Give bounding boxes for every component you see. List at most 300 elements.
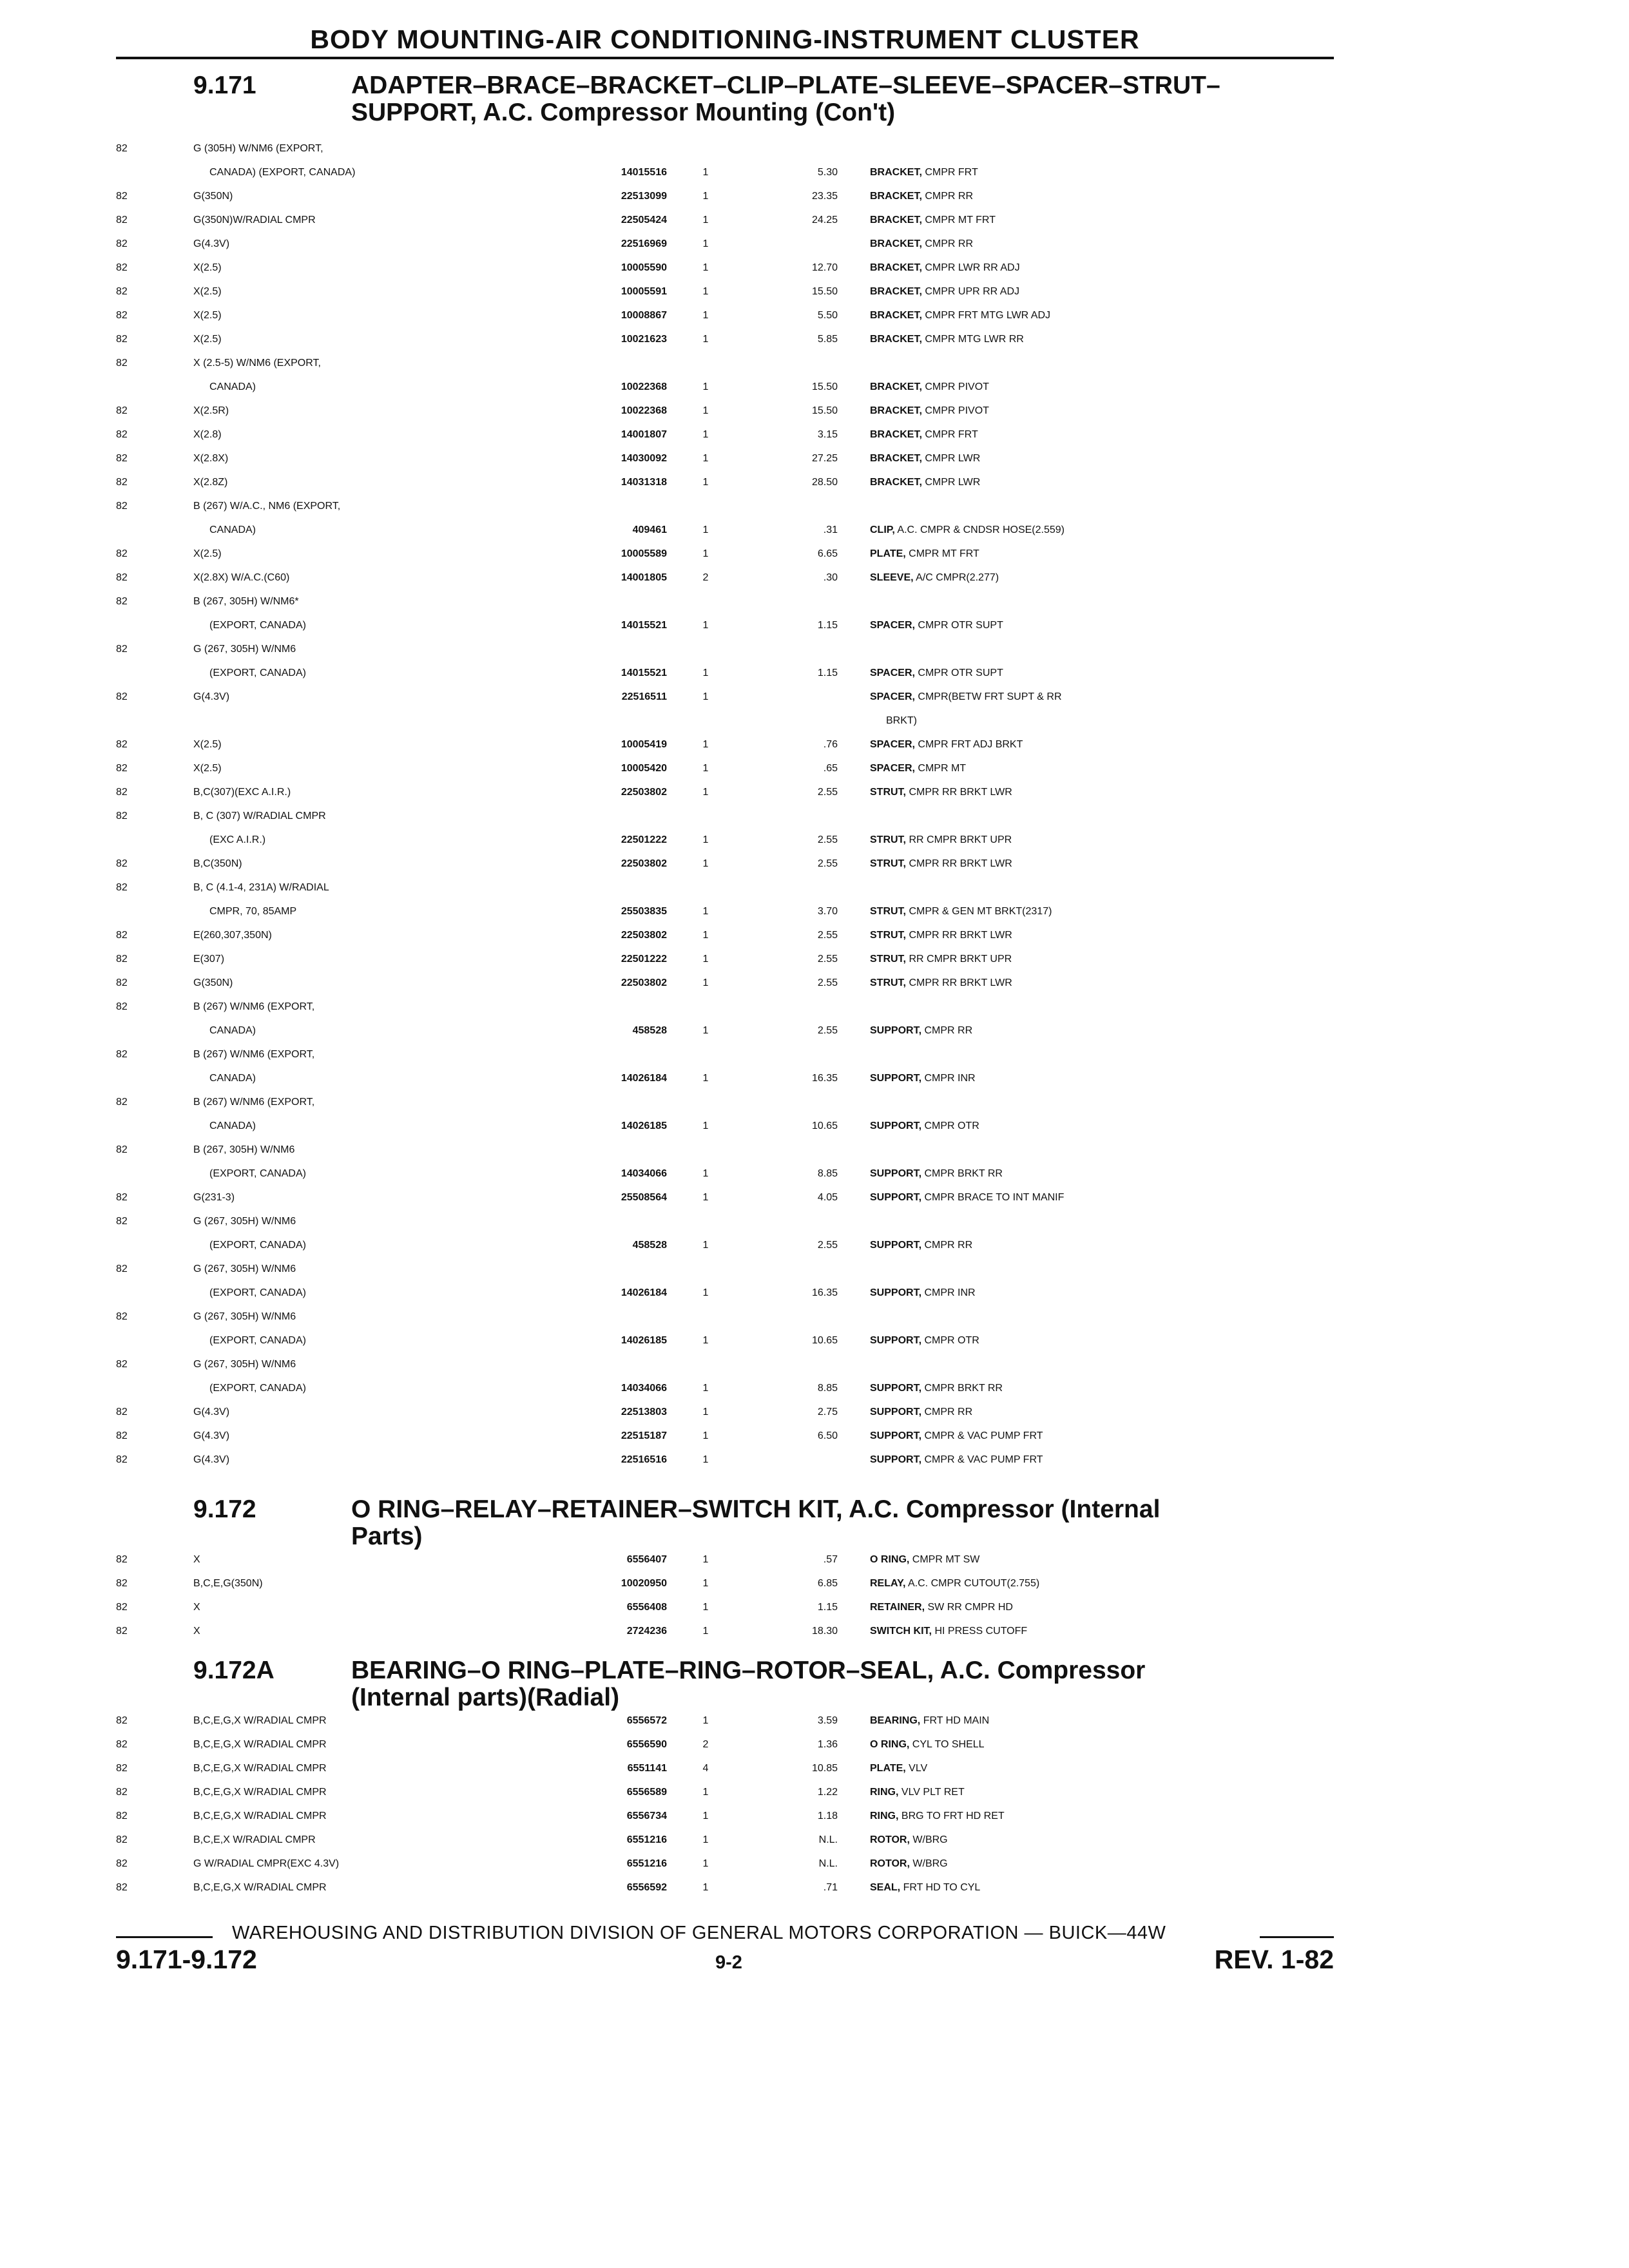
model-year: 82 <box>116 1715 128 1726</box>
quantity: 1 <box>702 1787 709 1798</box>
quantity: 1 <box>702 691 709 702</box>
part-name-detail: CMPR(BETW FRT SUPT & RR <box>918 691 1062 702</box>
price: .30 <box>823 572 838 583</box>
model-year: 82 <box>116 1144 128 1155</box>
application-description: (EXC A.I.R.) <box>209 834 266 845</box>
part-number: 6556408 <box>626 1602 667 1613</box>
footer-division-text: WAREHOUSING AND DISTRIBUTION DIVISION OF GENERAL MOTORS CORPORATION — BUICK—44W <box>232 1923 1166 1943</box>
price: 5.85 <box>817 334 838 345</box>
part-name-keyword: BRACKET, <box>870 477 922 488</box>
part-name-keyword: BRACKET, <box>870 429 922 440</box>
part-number: 14034066 <box>621 1168 667 1179</box>
part-name-detail: CMPR PIVOT <box>925 405 989 416</box>
quantity: 1 <box>702 906 709 917</box>
model-year: 82 <box>116 954 128 965</box>
model-year: 82 <box>116 1787 128 1798</box>
model-year: 82 <box>116 763 128 774</box>
price: 2.75 <box>817 1407 838 1418</box>
quantity: 1 <box>702 1858 709 1869</box>
application-description: (EXPORT, CANADA) <box>209 1287 306 1298</box>
part-number: 22515187 <box>621 1430 667 1441</box>
part-name-keyword: PLATE, <box>870 548 906 559</box>
part-name <box>870 620 1334 631</box>
price: .71 <box>823 1882 838 1893</box>
part-name <box>870 1025 1334 1037</box>
application-description: X (2.5-5) W/NM6 (EXPORT, <box>193 358 321 369</box>
part-name-detail: CMPR OTR <box>924 1335 979 1346</box>
price: 15.50 <box>811 405 838 416</box>
part-number: 22513803 <box>621 1407 667 1418</box>
model-year: 82 <box>116 310 128 321</box>
footer-page-number: 9-2 <box>715 1952 742 1973</box>
part-name-keyword: BRACKET, <box>870 215 922 226</box>
quantity: 1 <box>702 1383 709 1394</box>
part-number: 14026185 <box>621 1120 667 1131</box>
part-name-keyword: SPACER, <box>870 668 915 678</box>
quantity: 1 <box>702 930 709 941</box>
quantity: 1 <box>702 620 709 631</box>
application-description: (EXPORT, CANADA) <box>209 668 306 678</box>
part-name <box>870 191 1334 202</box>
part-number: 458528 <box>632 1240 667 1251</box>
quantity: 1 <box>702 1025 709 1036</box>
part-number: 6556590 <box>626 1739 667 1750</box>
part-name-keyword: STRUT, <box>870 834 906 845</box>
part-number: 6556589 <box>626 1787 667 1798</box>
quantity: 1 <box>702 977 709 988</box>
part-name-keyword: BRACKET, <box>870 167 922 178</box>
application-description: G (267, 305H) W/NM6 <box>193 1311 296 1322</box>
part-number: 22513099 <box>621 191 667 202</box>
part-name-detail: CMPR RR <box>924 1407 973 1418</box>
part-name <box>870 1858 1334 1870</box>
part-name-detail: CMPR OTR SUPT <box>918 668 1003 678</box>
application-description: X(2.5) <box>193 739 222 750</box>
price: 10.65 <box>811 1335 838 1346</box>
part-name-keyword: SUPPORT, <box>870 1073 922 1084</box>
part-name-keyword: SUPPORT, <box>870 1168 922 1179</box>
part-name-keyword: BRACKET, <box>870 334 922 345</box>
application-description: B,C(307)(EXC A.I.R.) <box>193 787 291 798</box>
price: 8.85 <box>817 1168 838 1179</box>
model-year: 82 <box>116 501 128 512</box>
application-description: B, C (307) W/RADIAL CMPR <box>193 811 326 822</box>
part-name-detail: CMPR LWR <box>925 477 981 488</box>
price: 12.70 <box>811 262 838 273</box>
model-year: 82 <box>116 1264 128 1274</box>
part-number: 22501222 <box>621 954 667 965</box>
model-year: 82 <box>116 262 128 273</box>
part-number: 6556572 <box>626 1715 667 1726</box>
part-name-detail: HI PRESS CUTOFF <box>934 1626 1028 1637</box>
quantity: 1 <box>702 477 709 488</box>
price: N.L. <box>818 1834 838 1845</box>
price: 3.59 <box>817 1715 838 1726</box>
application-description: X(2.5R) <box>193 405 229 416</box>
application-description: G (305H) W/NM6 (EXPORT, <box>193 143 323 154</box>
part-name-keyword: BRACKET, <box>870 238 922 249</box>
section-title <box>351 1496 1337 1550</box>
part-name <box>870 1578 1334 1590</box>
part-number: 22516516 <box>621 1454 667 1465</box>
quantity: 1 <box>702 167 709 178</box>
part-name <box>870 1335 1334 1347</box>
model-year: 82 <box>116 238 128 249</box>
part-name-detail: CMPR OTR SUPT <box>918 620 1003 631</box>
application-description: G(4.3V) <box>193 1407 230 1418</box>
part-name-keyword: SPACER, <box>870 620 915 631</box>
price: 3.70 <box>817 906 838 917</box>
quantity: 1 <box>702 1192 709 1203</box>
application-description: B (267) W/NM6 (EXPORT, <box>193 1001 315 1012</box>
part-number: 14001807 <box>621 429 667 440</box>
price: .57 <box>823 1554 838 1565</box>
part-name-detail: CMPR FRT MTG LWR ADJ <box>925 310 1051 321</box>
header-rule <box>116 57 1334 59</box>
application-description: G (267, 305H) W/NM6 <box>193 1216 296 1227</box>
part-name-detail: A.C. CMPR & CNDSR HOSE(2.559) <box>897 524 1065 535</box>
part-name <box>870 1602 1334 1613</box>
part-name <box>870 524 1334 536</box>
quantity: 1 <box>702 1882 709 1893</box>
part-number: 6556734 <box>626 1811 667 1821</box>
application-description: G(4.3V) <box>193 691 230 702</box>
part-name <box>870 572 1334 584</box>
part-name <box>870 1168 1334 1180</box>
part-name-keyword: STRUT, <box>870 858 906 869</box>
part-number: 10005420 <box>621 763 667 774</box>
price: 2.55 <box>817 834 838 845</box>
part-name-keyword: SUPPORT, <box>870 1407 922 1418</box>
model-year: 82 <box>116 1882 128 1893</box>
model-year: 82 <box>116 1626 128 1637</box>
quantity: 1 <box>702 381 709 392</box>
quantity: 1 <box>702 1335 709 1346</box>
part-name-keyword: SPACER, <box>870 691 915 702</box>
part-number: 6551141 <box>627 1763 667 1774</box>
section-title <box>351 1657 1337 1711</box>
price: 16.35 <box>811 1073 838 1084</box>
application-description: G (267, 305H) W/NM6 <box>193 1359 296 1370</box>
part-number: 22516511 <box>621 691 667 702</box>
part-name-keyword: BRACKET, <box>870 405 922 416</box>
application-description: B (267, 305H) W/NM6* <box>193 596 299 607</box>
part-number: 10005590 <box>621 262 667 273</box>
price: .76 <box>823 739 838 750</box>
model-year: 82 <box>116 334 128 345</box>
part-name <box>870 787 1334 798</box>
part-name <box>870 1763 1334 1774</box>
part-name-keyword: BRACKET, <box>870 453 922 464</box>
application-description: X <box>193 1602 200 1613</box>
part-name-keyword: RETAINER, <box>870 1602 925 1613</box>
quantity: 1 <box>702 215 709 226</box>
part-name-keyword: O RING, <box>870 1739 910 1750</box>
part-name-keyword: ROTOR, <box>870 1858 910 1869</box>
part-name-keyword: O RING, <box>870 1554 910 1565</box>
part-name <box>870 286 1334 298</box>
section-title-line: O RING–RELAY–RETAINER–SWITCH KIT, A.C. Compressor (Internal <box>351 1495 1161 1523</box>
footer-rule-right <box>1260 1936 1334 1938</box>
application-description: B,C,E,G,X W/RADIAL CMPR <box>193 1811 327 1821</box>
part-number: 14034066 <box>621 1383 667 1394</box>
part-name <box>870 1454 1334 1466</box>
part-name-detail: CMPR INR <box>924 1287 976 1298</box>
application-description: X(2.8X) W/A.C.(C60) <box>193 572 290 583</box>
part-number: 22501222 <box>621 834 667 845</box>
footer-rule-left <box>116 1936 213 1938</box>
part-name-detail: W/BRG <box>912 1834 948 1845</box>
part-number: 14015516 <box>621 167 667 178</box>
part-name-detail: CMPR RR <box>925 238 974 249</box>
application-description: G (267, 305H) W/NM6 <box>193 1264 296 1274</box>
model-year: 82 <box>116 358 128 369</box>
part-name <box>870 1715 1334 1727</box>
model-year: 82 <box>116 977 128 988</box>
model-year: 82 <box>116 882 128 893</box>
model-year: 82 <box>116 596 128 607</box>
section-number: 9.172 <box>193 1495 256 1523</box>
quantity: 1 <box>702 668 709 678</box>
part-name-detail: CMPR MT <box>918 763 967 774</box>
application-description: G(4.3V) <box>193 1454 230 1465</box>
price: 8.85 <box>817 1383 838 1394</box>
part-name <box>870 1626 1334 1637</box>
section-number: 9.172A <box>193 1657 275 1684</box>
price: 2.55 <box>817 954 838 965</box>
part-name-detail: CMPR & VAC PUMP FRT <box>924 1454 1043 1465</box>
application-description: B,C,E,G(350N) <box>193 1578 263 1589</box>
part-name <box>870 1407 1334 1418</box>
part-name-keyword: BRACKET, <box>870 310 922 321</box>
part-name-keyword: BRACKET, <box>870 191 922 202</box>
application-description: CANADA) <box>209 524 256 535</box>
application-description: B,C,E,G,X W/RADIAL CMPR <box>193 1739 327 1750</box>
application-description: X(2.5) <box>193 334 222 345</box>
model-year: 82 <box>116 286 128 297</box>
part-name-detail: CMPR BRKT RR <box>924 1383 1003 1394</box>
application-description: X(2.8Z) <box>193 477 228 488</box>
application-description: X(2.8X) <box>193 453 229 464</box>
part-name-detail: CMPR FRT ADJ BRKT <box>918 739 1023 750</box>
application-description: B,C(350N) <box>193 858 242 869</box>
application-description: (EXPORT, CANADA) <box>209 1383 306 1394</box>
part-number: 25503835 <box>621 906 667 917</box>
part-name <box>870 310 1334 322</box>
part-name <box>870 1383 1334 1394</box>
part-name <box>870 930 1334 941</box>
part-name <box>870 906 1334 918</box>
part-name-keyword: BRACKET, <box>870 381 922 392</box>
part-name-detail: CMPR MT SW <box>912 1554 980 1565</box>
part-name <box>870 739 1334 751</box>
application-description: CANADA) (EXPORT, CANADA) <box>209 167 356 178</box>
part-name-keyword: BRACKET, <box>870 286 922 297</box>
section-title-line: ADAPTER–BRACE–BRACKET–CLIP–PLATE–SLEEVE–SPACER–STRUT– <box>351 72 1220 99</box>
price: 1.15 <box>817 1602 838 1613</box>
part-name <box>870 1834 1334 1846</box>
price: 27.25 <box>811 453 838 464</box>
part-name <box>870 1811 1334 1822</box>
model-year: 82 <box>116 1216 128 1227</box>
part-number: 22503802 <box>621 858 667 869</box>
part-number: 14015521 <box>621 620 667 631</box>
model-year: 82 <box>116 644 128 655</box>
model-year: 82 <box>116 1097 128 1108</box>
model-year: 82 <box>116 453 128 464</box>
part-name <box>870 215 1334 226</box>
part-name-keyword: SLEEVE, <box>870 572 914 583</box>
quantity: 1 <box>702 405 709 416</box>
application-description: X <box>193 1554 200 1565</box>
price: 1.15 <box>817 620 838 631</box>
model-year: 82 <box>116 1834 128 1845</box>
price: 3.15 <box>817 429 838 440</box>
part-name-detail: CMPR FRT <box>925 429 978 440</box>
part-name <box>870 858 1334 870</box>
part-name <box>870 1192 1334 1204</box>
part-name-keyword: CLIP, <box>870 524 895 535</box>
quantity: 1 <box>702 429 709 440</box>
model-year: 82 <box>116 405 128 416</box>
application-description: (EXPORT, CANADA) <box>209 1240 306 1251</box>
application-description: B (267) W/NM6 (EXPORT, <box>193 1097 315 1108</box>
part-name-detail: RR CMPR BRKT UPR <box>909 954 1012 965</box>
part-name-detail: CMPR RR <box>925 191 974 202</box>
section-title <box>351 72 1337 126</box>
part-name-keyword: BEARING, <box>870 1715 921 1726</box>
part-number: 6551216 <box>626 1858 667 1869</box>
model-year: 82 <box>116 1554 128 1565</box>
quantity: 2 <box>702 1739 709 1750</box>
price: 28.50 <box>811 477 838 488</box>
part-number: 458528 <box>632 1025 667 1036</box>
part-number: 14015521 <box>621 668 667 678</box>
price: 15.50 <box>811 381 838 392</box>
part-name-detail: CMPR RR BRKT LWR <box>909 858 1012 869</box>
quantity: 1 <box>702 1073 709 1084</box>
price: 1.36 <box>817 1739 838 1750</box>
price: 6.50 <box>817 1430 838 1441</box>
part-name <box>870 405 1334 417</box>
model-year: 82 <box>116 811 128 822</box>
part-name-keyword: STRUT, <box>870 977 906 988</box>
application-description: X(2.8) <box>193 429 222 440</box>
part-name-detail: CMPR & GEN MT BRKT(2317) <box>909 906 1052 917</box>
part-name-detail: CMPR RR BRKT LWR <box>909 787 1012 798</box>
section-title-line: SUPPORT, A.C. Compressor Mounting (Con't) <box>351 99 896 126</box>
part-name-keyword: SPACER, <box>870 763 915 774</box>
part-number: 14031318 <box>621 477 667 488</box>
model-year: 82 <box>116 930 128 941</box>
price: 10.65 <box>811 1120 838 1131</box>
part-name-detail: FRT HD TO CYL <box>903 1882 981 1893</box>
price: .31 <box>823 524 838 535</box>
model-year: 82 <box>116 1001 128 1012</box>
part-name-detail: W/BRG <box>912 1858 948 1869</box>
part-number: 10005419 <box>621 739 667 750</box>
application-description: X <box>193 1626 200 1637</box>
model-year: 82 <box>116 1763 128 1774</box>
part-name <box>870 548 1334 560</box>
section-title-line: Parts) <box>351 1523 423 1550</box>
part-name-keyword: STRUT, <box>870 906 906 917</box>
model-year: 82 <box>116 1811 128 1821</box>
price: 24.25 <box>811 215 838 226</box>
part-name-detail: CMPR RR BRKT LWR <box>909 930 1012 941</box>
part-name-keyword: ROTOR, <box>870 1834 910 1845</box>
application-description: CANADA) <box>209 1025 256 1036</box>
price: 4.05 <box>817 1192 838 1203</box>
part-name <box>870 477 1334 488</box>
quantity: 1 <box>702 238 709 249</box>
application-description: E(307) <box>193 954 225 965</box>
part-name-detail: CMPR PIVOT <box>925 381 989 392</box>
model-year: 82 <box>116 477 128 488</box>
model-year: 82 <box>116 1454 128 1465</box>
part-number: 22505424 <box>621 215 667 226</box>
price: 18.30 <box>811 1626 838 1637</box>
quantity: 1 <box>702 1578 709 1589</box>
price: 2.55 <box>817 930 838 941</box>
part-name-detail: CMPR FRT <box>925 167 978 178</box>
part-name-detail: CMPR RR <box>924 1240 973 1251</box>
application-description: (EXPORT, CANADA) <box>209 620 306 631</box>
part-name-detail: CMPR RR <box>924 1025 973 1036</box>
part-number: 22503802 <box>621 787 667 798</box>
price: 6.65 <box>817 548 838 559</box>
price: 1.22 <box>817 1787 838 1798</box>
part-number: 10020950 <box>621 1578 667 1589</box>
part-number: 10005591 <box>621 286 667 297</box>
part-name <box>870 453 1334 465</box>
model-year: 82 <box>116 429 128 440</box>
model-year: 82 <box>116 739 128 750</box>
price: 2.55 <box>817 1025 838 1036</box>
part-name-keyword: SPACER, <box>870 739 915 750</box>
part-number: 14026185 <box>621 1335 667 1346</box>
part-name-detail: CMPR MT FRT <box>925 215 996 226</box>
part-name-detail: CMPR BRACE TO INT MANIF <box>924 1192 1065 1203</box>
model-year: 82 <box>116 1049 128 1060</box>
part-name <box>870 167 1334 178</box>
application-description: E(260,307,350N) <box>193 930 272 941</box>
part-name-keyword: PLATE, <box>870 1763 906 1774</box>
quantity: 1 <box>702 1168 709 1179</box>
model-year: 82 <box>116 548 128 559</box>
price: 6.85 <box>817 1578 838 1589</box>
application-description: CANADA) <box>209 1073 256 1084</box>
part-name-keyword: SUPPORT, <box>870 1025 922 1036</box>
price: N.L. <box>818 1858 838 1869</box>
quantity: 1 <box>702 453 709 464</box>
quantity: 1 <box>702 1454 709 1465</box>
part-number: 10005589 <box>621 548 667 559</box>
quantity: 1 <box>702 739 709 750</box>
price: 5.30 <box>817 167 838 178</box>
quantity: 1 <box>702 524 709 535</box>
model-year: 82 <box>116 1192 128 1203</box>
price: 2.55 <box>817 858 838 869</box>
part-number: 6556407 <box>626 1554 667 1565</box>
quantity: 1 <box>702 310 709 321</box>
section-title-line: BEARING–O RING–PLATE–RING–ROTOR–SEAL, A.C. Compressor <box>351 1657 1146 1684</box>
model-year: 82 <box>116 787 128 798</box>
quantity: 2 <box>702 572 709 583</box>
application-description: B,C,E,G,X W/RADIAL CMPR <box>193 1763 327 1774</box>
part-name-keyword: SUPPORT, <box>870 1335 922 1346</box>
part-name-detail: A.C. CMPR CUTOUT(2.755) <box>908 1578 1040 1589</box>
